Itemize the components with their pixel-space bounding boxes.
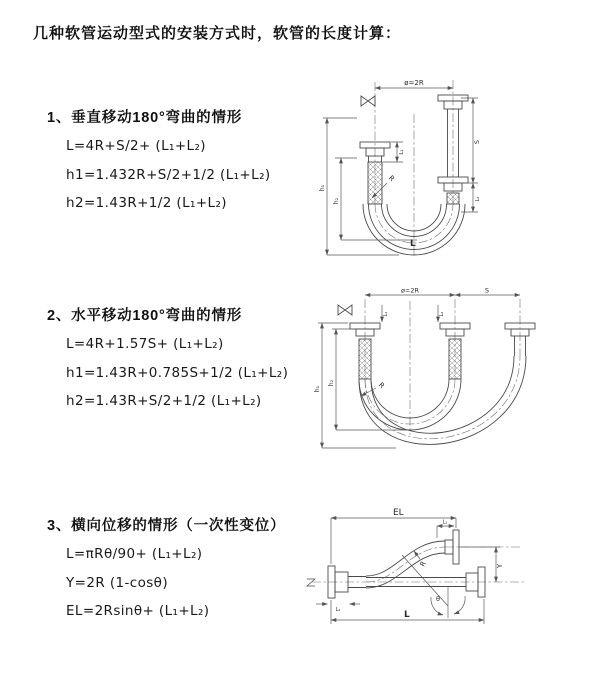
dim-l1-label: L₁ — [383, 311, 389, 317]
formula-line: EL=2Rsinθ+ (L₁+L₂) — [66, 603, 210, 619]
valve-icon — [361, 96, 375, 106]
dimension-lines — [316, 518, 500, 624]
dim-length-label: L — [410, 239, 416, 249]
formula-list — [47, 132, 271, 218]
section-heading: 2、水平移动180°弯曲的情形 — [47, 308, 243, 324]
dim-l2-label: L₂ — [439, 311, 445, 317]
dim-stroke-label: S — [484, 286, 490, 295]
diagram-vertical-180-bend — [313, 72, 598, 257]
dim-stroke-label: S — [473, 139, 481, 145]
dim-l1-label: L₁ — [442, 519, 448, 526]
section-heading: 1、垂直移动180°弯曲的情形 — [47, 110, 243, 126]
dim-h1-label: h₁ — [319, 184, 326, 192]
valve-icon — [338, 305, 352, 315]
formula-line: Y=2R (1-cosθ) — [66, 574, 168, 591]
dim-h2-label: h₂ — [328, 379, 335, 387]
dim-el-label: EL — [393, 508, 404, 518]
radius-label: R — [386, 174, 396, 184]
dim-diameter-label: ø=2R — [400, 286, 420, 295]
section-vertical-180 — [47, 106, 271, 218]
dim-diameter-label: ø=2R — [404, 79, 424, 87]
section-heading: 3、横向位移的情形（一次性变位） — [47, 518, 286, 534]
dim-l2-label: L₂ — [475, 196, 481, 202]
section-lateral-displacement — [47, 514, 285, 626]
dim-y-label: Y — [496, 563, 504, 569]
middle-pipe-fitting — [440, 323, 470, 379]
dimension-lines — [323, 88, 478, 255]
dim-h1-label: h₁ — [314, 385, 321, 393]
formula-list — [47, 540, 285, 626]
formula-line: L=4R+1.57S+ (L₁+L₂) — [66, 336, 224, 352]
centerlines — [375, 80, 453, 255]
formula-line: h2=1.43R+1/2 (L₁+L₂) — [66, 195, 227, 211]
left-pipe-fitting — [350, 323, 380, 379]
dim-length-label: L — [404, 610, 410, 620]
page-title: 几种软管运动型式的安装方式时，软管的长度计算： — [33, 25, 402, 42]
dim-l2-label: L₂ — [335, 607, 341, 613]
radius-label: R — [418, 559, 428, 569]
formula-line: L=4R+S/2+ (L₁+L₂) — [66, 138, 206, 154]
deflected-hose — [366, 530, 459, 588]
formula-line: h1=1.432R+S/2+1/2 (L₁+L₂) — [66, 166, 271, 183]
diagram-lateral-displacement — [298, 498, 598, 653]
formula-line: h2=1.43R+S/2+1/2 (L₁+L₂) — [66, 393, 262, 409]
angle-theta-label: θ — [436, 595, 440, 603]
dim-h2-label: h₂ — [333, 197, 340, 205]
formula-line: h1=1.43R+0.785S+1/2 (L₁+L₂) — [66, 364, 289, 381]
section-horizontal-180 — [47, 304, 288, 416]
radius-label: R — [376, 381, 386, 391]
diagram-horizontal-180-bend — [312, 283, 597, 461]
formula-list — [47, 330, 288, 416]
break-mark — [307, 579, 315, 586]
dim-l1-label: L₁ — [399, 149, 405, 155]
formula-line: L=πRθ/90+ (L₁+L₂) — [66, 546, 203, 562]
